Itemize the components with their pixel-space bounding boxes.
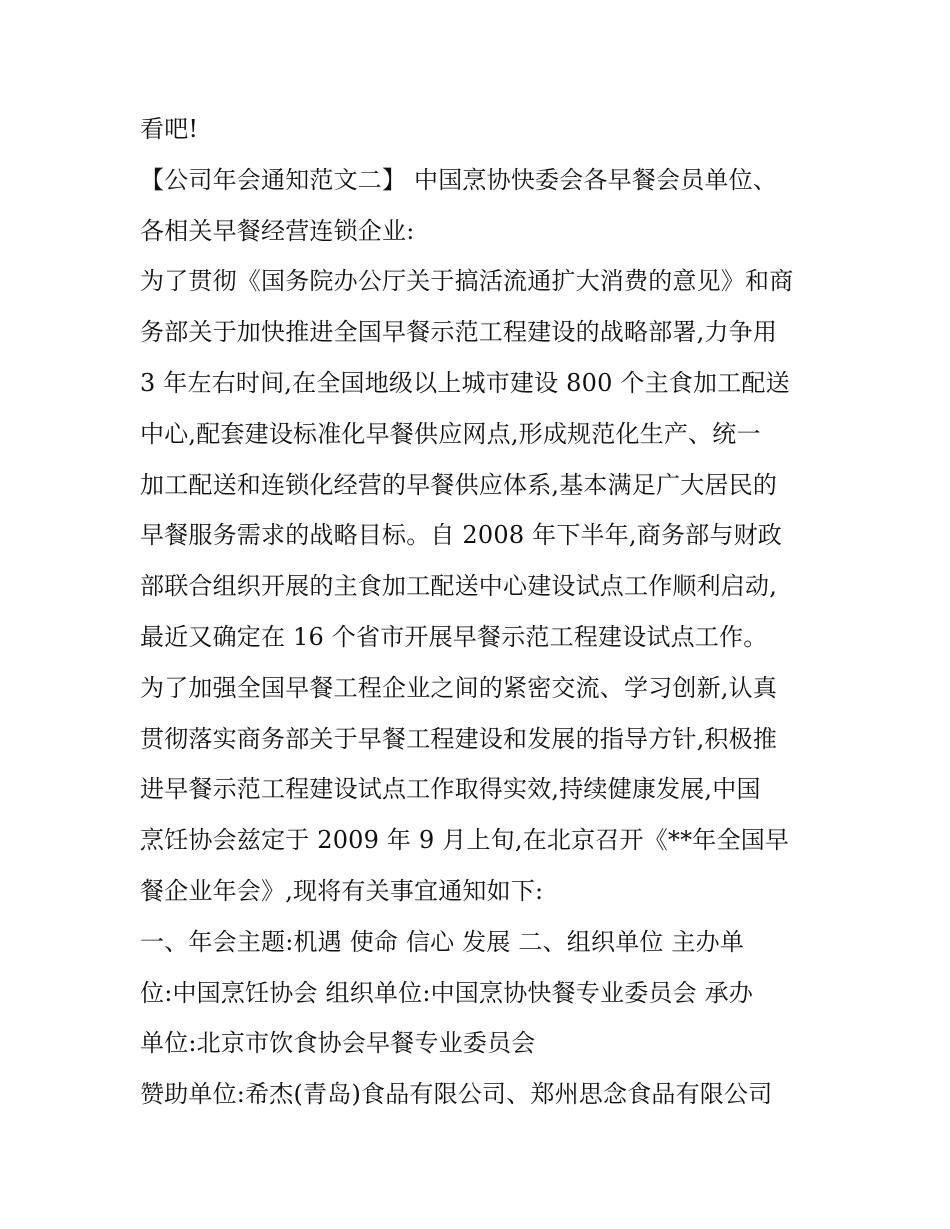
- text-line-20: 赞助单位:希杰(青岛)食品有限公司、郑州思念食品有限公司: [140, 1080, 773, 1109]
- text-line-6: 3 年左右时间,在全国地级以上城市建设 800 个主食加工配送: [140, 368, 790, 397]
- text-line-7: 中心,配套建设标准化早餐供应网点,形成规范化生产、统一: [140, 419, 761, 448]
- text-line-8: 加工配送和连锁化经营的早餐供应体系,基本满足广大居民的: [140, 470, 778, 499]
- text-line-14: 进早餐示范工程建设试点工作取得实效,持续健康发展,中国: [140, 775, 761, 804]
- text-line-12: 为了加强全国早餐工程企业之间的紧密交流、学习创新,认真: [140, 673, 778, 702]
- text-line-4: 为了贯彻《国务院办公厅关于搞活流通扩大消费的意见》和商: [140, 267, 794, 296]
- text-line-10: 部联合组织开展的主食加工配送中心建设试点工作顺利启动,: [140, 572, 778, 601]
- text-line-5: 务部关于加快推进全国早餐示范工程建设的战略部署,力争用: [140, 318, 778, 347]
- text-line-13: 贯彻落实商务部关于早餐工程建设和发展的指导方针,积极推: [140, 724, 778, 753]
- text-line-11: 最近又确定在 16 个省市开展早餐示范工程建设试点工作。: [140, 622, 768, 651]
- text-line-15: 烹饪协会兹定于 2009 年 9 月上旬,在北京召开《**年全国早: [140, 826, 790, 855]
- text-line-19: 单位:北京市饮食协会早餐专业委员会: [140, 1029, 536, 1058]
- text-line-2: 【公司年会通知范文二】 中国烹协快委会各早餐会员单位、: [140, 165, 778, 194]
- text-line-18: 位:中国烹饪协会 组织单位:中国烹协快餐专业委员会 承办: [140, 978, 754, 1007]
- document-body: [140, 104, 820, 1120]
- text-line-1: 看吧!: [140, 115, 199, 143]
- text-line-17: 一、年会主题:机遇 使命 信心 发展 二、组织单位 主办单: [140, 927, 745, 956]
- text-line-9: 早餐服务需求的战略目标。自 2008 年下半年,商务部与财政: [140, 521, 782, 550]
- text-line-16: 餐企业年会》,现将有关事宜通知如下:: [140, 876, 544, 905]
- text-line-3: 各相关早餐经营连锁企业:: [140, 216, 415, 245]
